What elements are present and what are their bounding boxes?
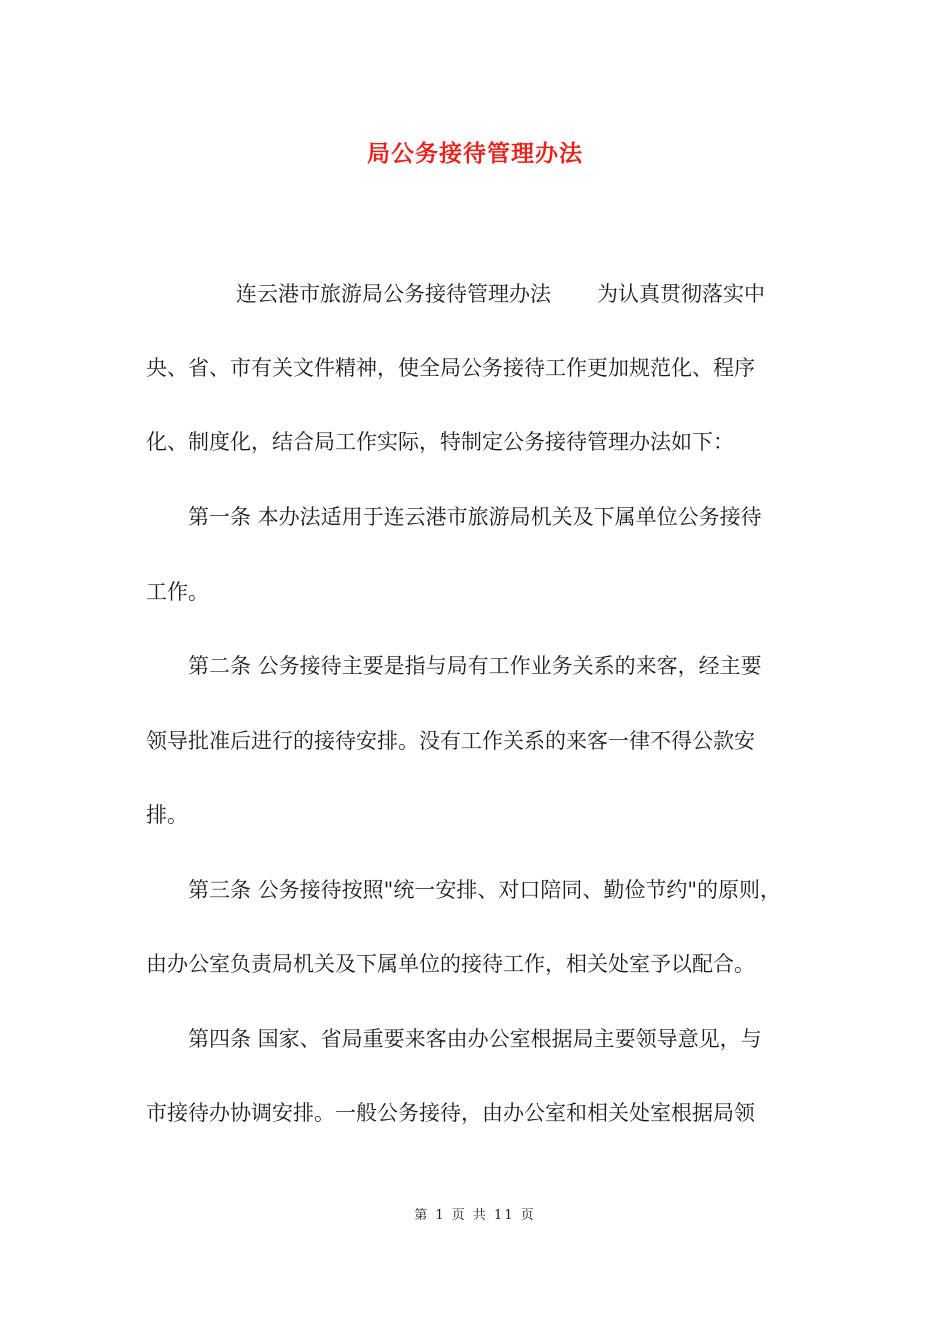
- document-title: 局公务接待管理办法: [367, 140, 583, 167]
- paragraph-line: [236, 276, 900, 312]
- article-2-line: 排。: [146, 803, 188, 827]
- article-3-line: 由办公室负责局机关及下属单位的接待工作，相关处室予以配合。: [146, 952, 755, 976]
- paragraph-heading: 连云港市旅游局公务接待管理办法: [236, 282, 551, 306]
- page-number: 第 1 页 共 11 页: [414, 1208, 536, 1223]
- paragraph-line: 央、省、市有关文件精神，使全局公务接待工作更加规范化、程序: [146, 356, 755, 380]
- article-1-line: 第一条 本办法适用于连云港市旅游局机关及下属单位公务接待: [188, 505, 762, 529]
- paragraph-line: 化、制度化，结合局工作实际，特制定公务接待管理办法如下：: [146, 430, 734, 454]
- article-3-line: 第三条 公务接待按照"统一安排、对口陪同、勤俭节约"的原则，: [188, 878, 781, 902]
- article-2-line: 领导批准后进行的接待安排。没有工作关系的来客一律不得公款安: [146, 729, 755, 753]
- article-2-line: 第二条 公务接待主要是指与局有工作业务关系的来客，经主要: [188, 654, 762, 678]
- article-1-line: 工作。: [146, 580, 209, 604]
- article-4-line: 第四条 国家、省局重要来客由办公室根据局主要领导意见，与: [188, 1027, 762, 1051]
- paragraph-text: 为认真贯彻落实中: [597, 282, 765, 306]
- article-4-line: 市接待办协调安排。一般公务接待，由办公室和相关处室根据局领: [146, 1101, 755, 1125]
